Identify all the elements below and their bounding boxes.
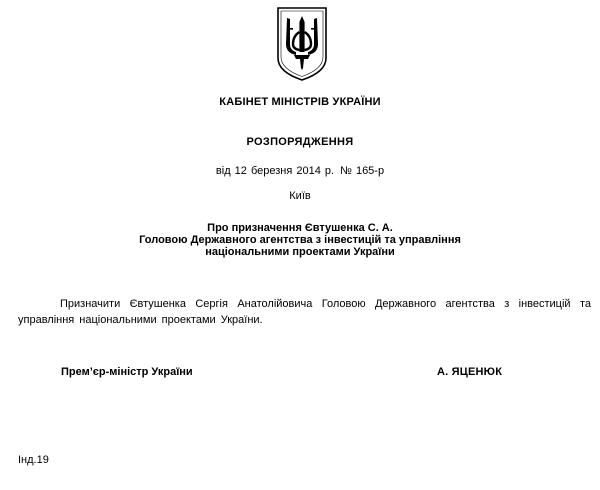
- document-number: № 165-р: [340, 165, 385, 177]
- organization-title: КАБІНЕТ МІНІСТРІВ УКРАЇНИ: [219, 96, 381, 108]
- subject-line-3: національними проектами України: [205, 246, 395, 258]
- city-name: Київ: [289, 190, 311, 202]
- document-type-title: РОЗПОРЯДЖЕННЯ: [246, 136, 354, 148]
- decree-body-paragraph: Призначити Євтушенка Сергія Анатолійовича Головою Державного агентства з інвестицій та управління національними проектами України.: [18, 298, 591, 326]
- coat-of-arms-trident-icon: [276, 6, 328, 82]
- document-date: від 12 березня 2014 р.: [215, 165, 335, 177]
- signatory-name: А. ЯЦЕНЮК: [437, 366, 503, 378]
- decree-subject: [0, 222, 600, 258]
- document-index: Інд.19: [18, 454, 49, 466]
- signatory-position: Прем’єр-міністр України: [61, 366, 193, 378]
- date-and-number: [0, 165, 600, 177]
- subject-line-2: Головою Державного агентства з інвестицій та управління: [139, 234, 461, 246]
- subject-line-1: Про призначення Євтушенка С. А.: [207, 222, 393, 234]
